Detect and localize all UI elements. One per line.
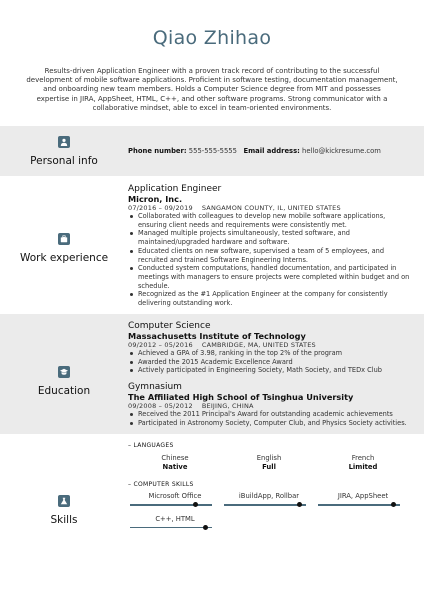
education-bullet: Achieved a GPA of 3.98, ranking in the top 2% of the program <box>128 349 412 358</box>
section-title-experience: Work experience <box>19 251 109 264</box>
email-value: hello@kickresume.com <box>302 147 381 155</box>
language-name: French <box>351 454 375 462</box>
section-title-skills: Skills <box>50 513 78 526</box>
skill-level-dot <box>391 502 396 507</box>
section-title-education: Education <box>37 384 91 397</box>
phone-value: 555-555-5555 <box>188 147 237 155</box>
skill-name: Microsoft Office <box>148 492 202 500</box>
skill-level-dot <box>193 502 198 507</box>
skill-bar <box>224 504 306 506</box>
resume-name: Qiao Zhihao <box>152 27 272 49</box>
job-bullet: Recognized as the #1 Application Engineer at the company for consistently delivering outstanding work. <box>128 290 412 307</box>
skill-item <box>128 492 222 506</box>
computer-skills-label: – COMPUTER SKILLS <box>128 481 194 488</box>
graduation-cap-icon <box>58 366 70 378</box>
email-label: Email address: <box>243 147 300 155</box>
languages-label: – LANGUAGES <box>128 442 174 449</box>
language-name: English <box>256 454 282 462</box>
job-company: Micron, Inc. <box>128 194 183 204</box>
skill-name: C++, HTML <box>155 514 195 523</box>
education-bullet: Received the 2011 Principal's Award for outstanding academic achievements <box>128 410 412 419</box>
language-level: Limited <box>348 462 378 471</box>
education-bullet: Actively participated in Engineering Society, Math Society, and TEDx Club <box>128 366 412 375</box>
contact-line <box>128 147 412 155</box>
degree-title: Gymnasium <box>128 382 182 393</box>
language-name: Chinese <box>161 454 189 462</box>
skill-item <box>222 492 316 506</box>
phone-label: Phone number: <box>128 147 187 155</box>
section-title-personal: Personal info <box>30 154 98 167</box>
language-item <box>316 454 410 471</box>
job-bullet: Educated clients on new software, supervised a team of 5 employees, and recruited and trained Software Engineering Interns. <box>128 247 412 264</box>
section-work-experience <box>0 176 424 314</box>
skill-bar <box>318 504 400 506</box>
section-personal-info <box>0 126 424 176</box>
job-bullet: Collaborated with colleagues to develop new mobile software applications, ensuring client needs and requirements were consistently met. <box>128 212 412 229</box>
flask-icon <box>58 495 70 507</box>
language-level: Native <box>162 462 188 471</box>
job-meta: 07/2016 – 09/2019 SANGAMON COUNTY, IL, UNITED STATES <box>128 204 341 212</box>
job-bullet: Conducted system computations, handled documentation, and participated in meetings with managers to ensure projects were completed within budget and on schedule. <box>128 264 412 290</box>
education-bullet: Awarded the 2015 Academic Excellence Award <box>128 358 412 367</box>
skill-bar <box>130 527 212 529</box>
education-meta: 09/2008 – 05/2012 BEIJING, CHINA <box>128 402 254 411</box>
skill-level-dot <box>297 502 302 507</box>
education-meta: 09/2012 – 05/2016 CAMBRIDGE, MA, UNITED STATES <box>128 341 316 349</box>
school-name: Massachusetts Institute of Technology <box>128 331 306 341</box>
resume-summary: Results-driven Application Engineer with a proven track record of contributing to the successful development of mobile software applications. Proficient in software testing, documentation management, and onboarding new team members. Holds a Computer Science degree from MIT and possesses expertise in JIRA, AppSheet, HTML, C++, and other software programs. Strong communicator with a collaborative mindset, able to excel in team-oriented environments. <box>26 67 398 112</box>
skill-item <box>316 492 410 506</box>
school-name: The Affiliated High School of Tsinghua University <box>128 392 354 403</box>
language-item <box>128 454 222 471</box>
job-bullet: Managed multiple projects simultaneously, tested software, and maintained/upgraded hardware and software. <box>128 229 412 246</box>
skill-name: JIRA, AppSheet <box>337 492 389 500</box>
language-item <box>222 454 316 471</box>
skill-item <box>128 515 222 529</box>
section-education <box>0 314 424 434</box>
person-icon <box>58 136 70 148</box>
skill-bar <box>130 504 212 506</box>
skill-level-dot <box>203 525 208 530</box>
briefcase-icon <box>58 233 70 245</box>
section-skills <box>0 434 424 584</box>
skill-name: iBuildApp, Rollbar <box>238 492 300 500</box>
job-title: Application Engineer <box>128 184 222 194</box>
education-bullet: Participated in Astronomy Society, Computer Club, and Physics Society activities. <box>128 419 412 428</box>
language-level: Full <box>262 462 276 471</box>
degree-title: Computer Science <box>128 321 211 331</box>
